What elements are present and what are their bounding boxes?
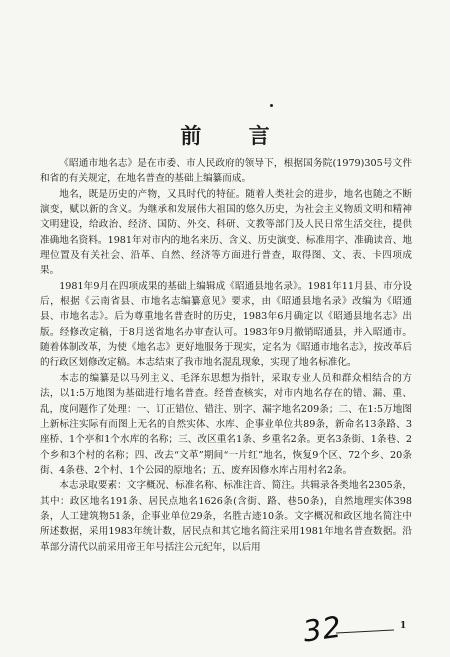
- handwritten-note: 32: [300, 609, 345, 649]
- body-text: [40, 156, 412, 555]
- handwritten-underline: [336, 629, 394, 633]
- paragraph: 地名，既是历史的产物，又具时代的特征。随着人类社会的进步，地名也随之不断演变，赋以新的含义。为继承和发展伟大祖国的悠久历史，为社会主义物质文明和精神文明建设，给政治、经济、国防、外交、科研、文教等部门及人民日常生活交往，提供准确地名资料。1981年对市内的地名来历、含义、历史演变、标准用字、准确读音、地理位置及有关社会、沿革、自然、经济等方面进行普查，取得图、文、表、卡四项成果。: [40, 188, 412, 277]
- page-title: 前 言: [180, 123, 290, 148]
- decorative-dot: [270, 104, 273, 107]
- paragraph: 本志的编纂是以马列主义、毛泽东思想为指针，采取专业人员和群众相结合的方法，以1:5万地图为基础进行地名普查。经普查核实，对市内地名存在的错、漏、重、乱，度问题作了处理：一、订正错位、错注、别字、漏字地名209条；二、在1:5万地图上新标注实际有而图上无名的自然实体、水库、企事业单位共89条，新命名13条路、3座桥、1个亭和1个水库的名称；三、改区重名1条、乡重名2条。更名3条街、1条巷、2个乡和3个村的名称；四、改去“文革”期间“一片红”地名，恢复9个区、72个乡、20条街、4条巷、2个村、1个公园的原地名；五、废弃因修水库占用村名2条。: [40, 372, 412, 476]
- paragraph: 1981年9月在四项成果的基础上编辑成《昭通县地名录》。1981年11月县、市分设后，根据《云南省县、市地名志编纂意见》要求，由《昭通县地名录》改编为《昭通县、市地名志》。后为尊重地名普查时的历史，1983年6月确定以《昭通县地名志》出版。经修改定稿，于8月送省地名办审查认可。1983年9月撤销昭通县，并入昭通市。随着体制改革，为使《地名志》更好地服务于现实，定名为《昭通市地名志》，按改革后的行政区划修改定稿。本志结束了我市地名混乱现象，实现了地名标准化。: [40, 280, 412, 369]
- paragraph: 本志录取要素：文字概况、标准名称、标准注音、简注。共辑录各类地名2305条，其中：政区地名191条、居民点地名1626条(含街、路、巷50条)，自然地理实体398条，人工建筑物51条，企事业单位29条，名胜古迹10条。文字概况和政区地名简注中所述数据，采用1983年统计数，居民点和其它地名简注采用1981年地名普查数据。沿革部分清代以前采用帝王年号括注公元纪年，以后用: [40, 480, 412, 553]
- page-number: 1: [400, 621, 407, 631]
- paragraph: 《昭通市地名志》是在市委、市人民政府的领导下，根据国务院(1979)305号文件和省的有关规定，在地名普查的基础上编纂而成。: [40, 158, 412, 185]
